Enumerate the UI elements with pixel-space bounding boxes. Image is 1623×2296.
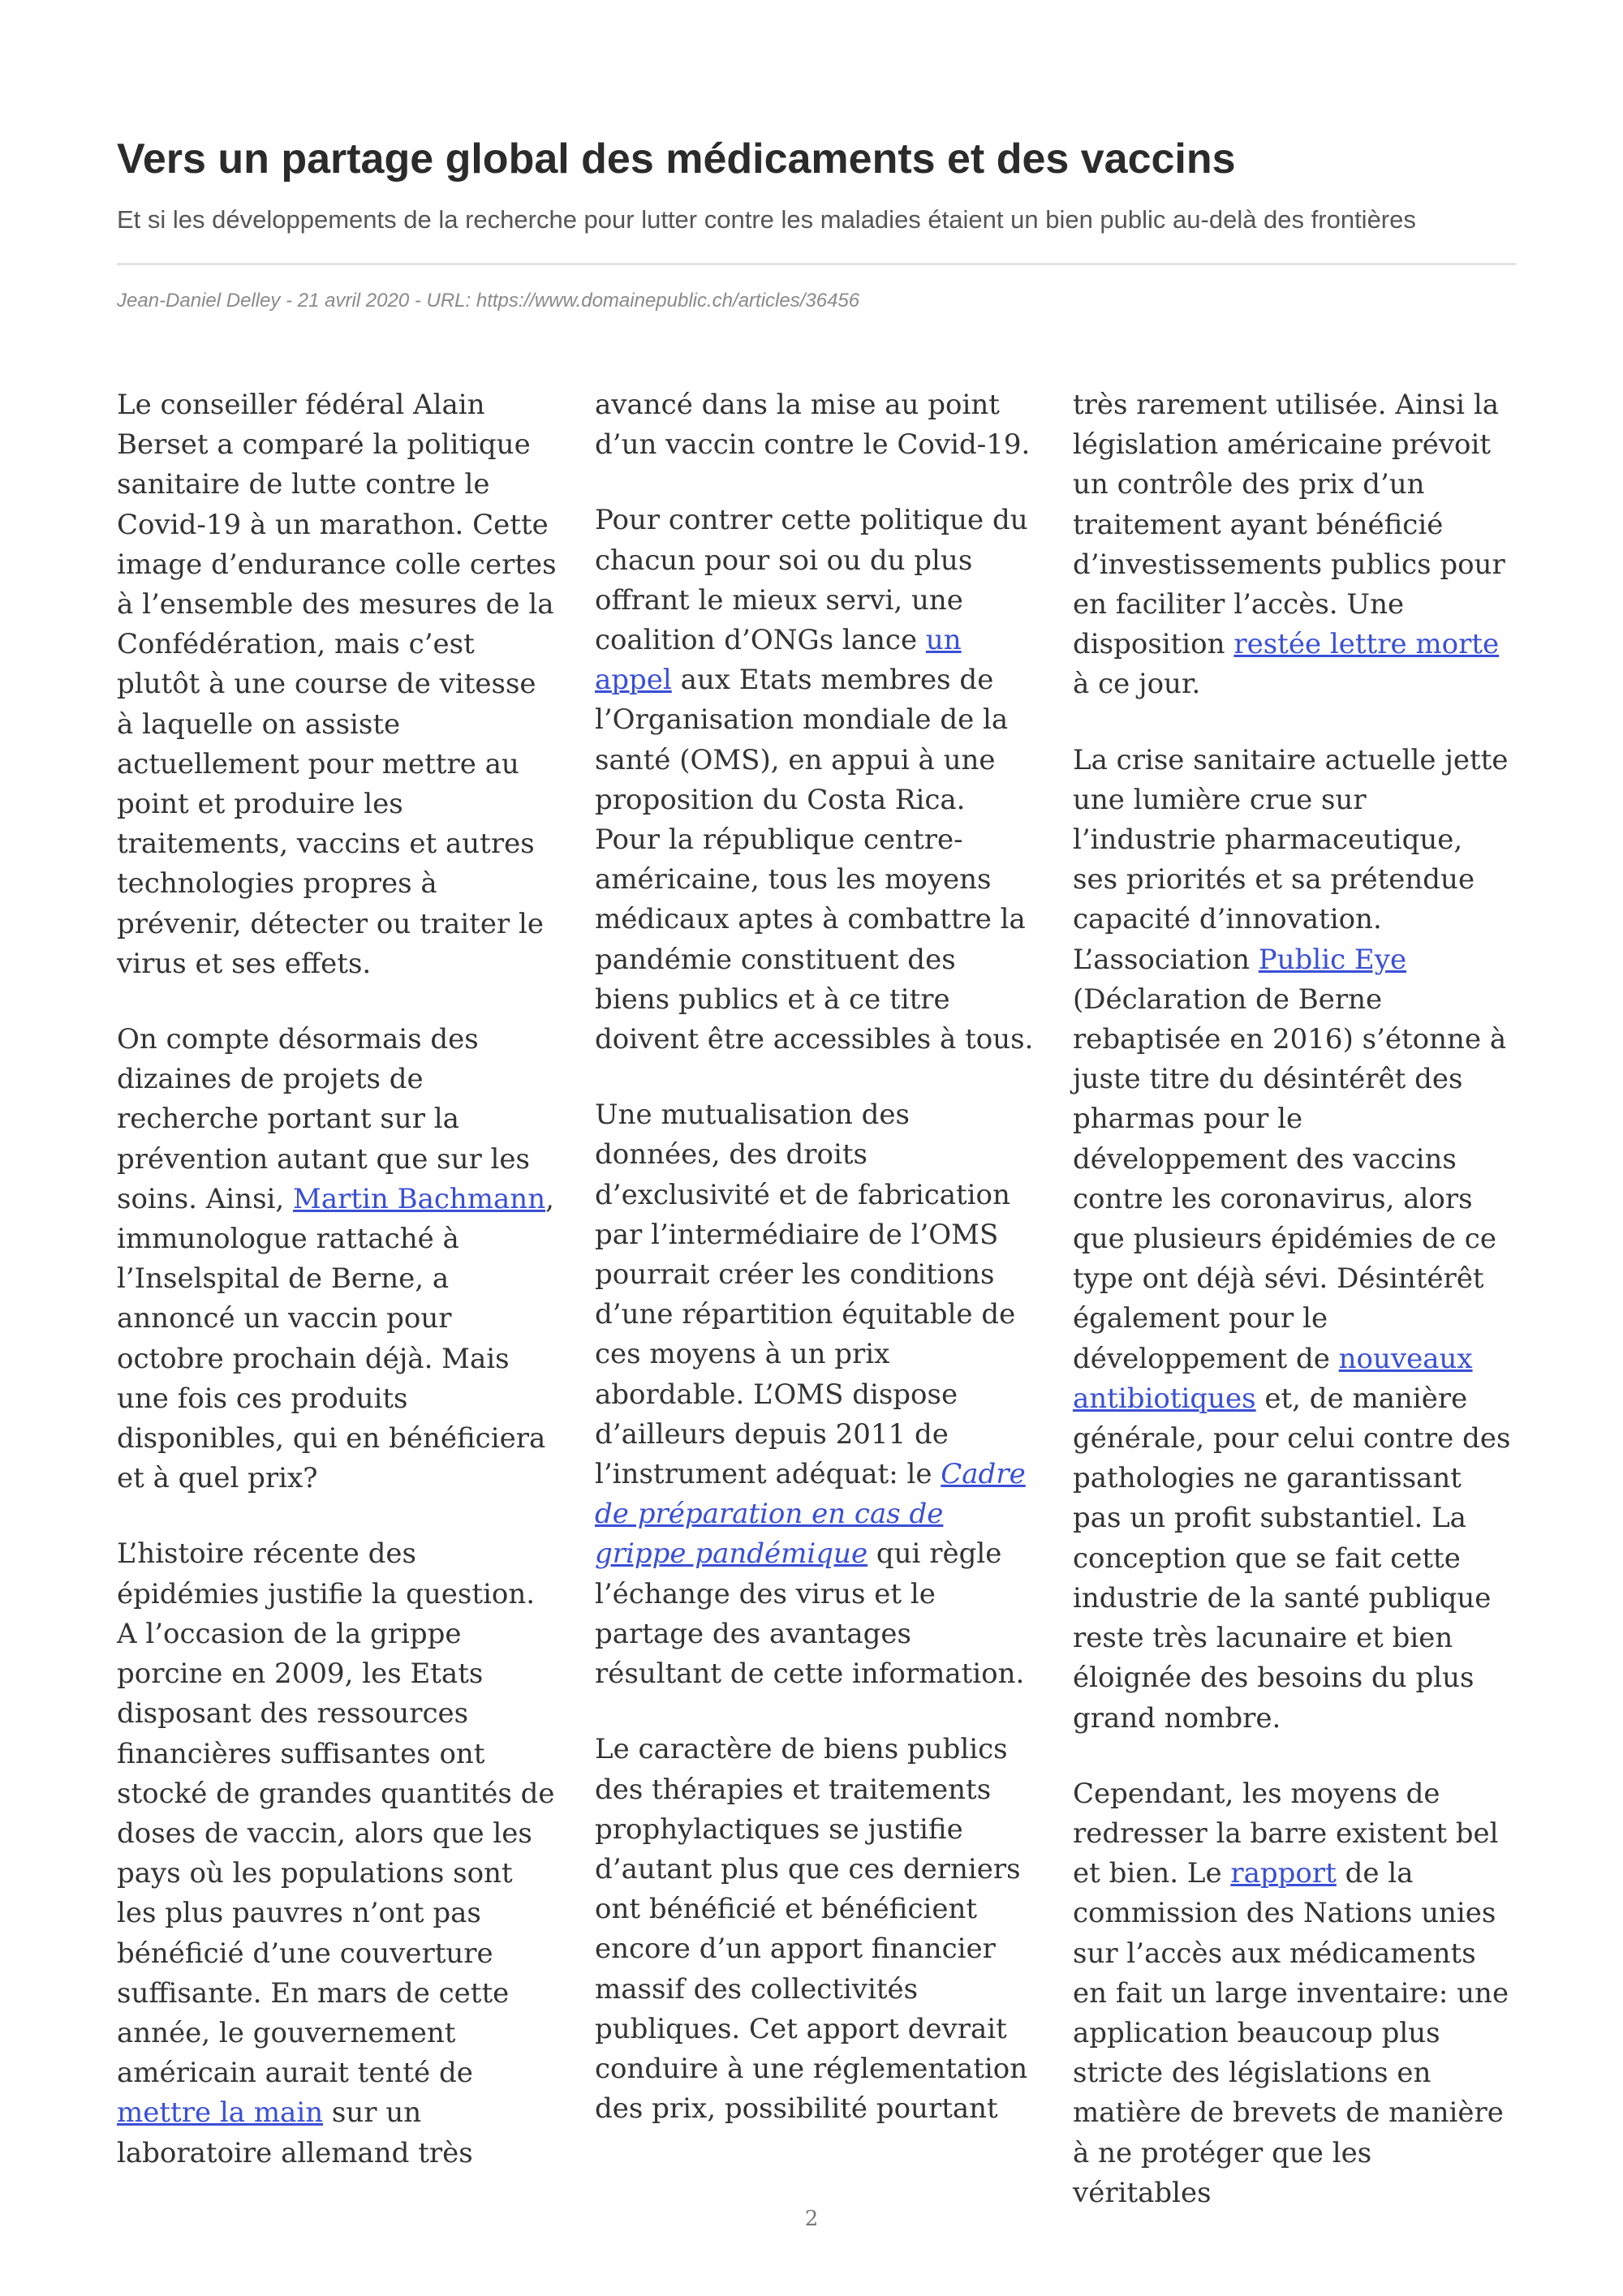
header-divider (117, 263, 1516, 265)
paragraph: très rarement utilisée. Ainsi la législation américaine prévoit un contrôle des prix d’un traitement ayant bénéficié d’investissements publics pour en faciliter l’accès. Une disposition restée lettre morte à ce jour. (1073, 389, 1505, 701)
article (117, 130, 1516, 2249)
paragraph: La crise sanitaire actuelle jette une lumière crue sur l’industrie pharmaceutique, ses priorités et sa prétendue capacité d’innovation. L’association Public Eye (Déclaration de Berne rebaptisée en 2016) s’étonne à juste titre du désintérêt des pharmas pour le développement des vaccins contre les coronavirus, alors que plusieurs épidémies de ce type ont déjà sévi. Désintérêt également pour le développement de nouveaux antibiotiques et, de manière générale, pour celui contre des pathologies ne garantissant pas un profit substantiel. La conception que se fait cette industrie de la santé publique reste très lacunaire et bien éloignée des besoins du plus grand nombre. (1073, 743, 1511, 1735)
paragraph: Le caractère de biens publics des thérapies et traitements prophylactiques se justifie d’autant plus que ces derniers ont bénéficié et bénéficient encore d’un apport financier massif des collectivités publiques. Cet apport devrait conduire à une réglementation des prix, possibilité pourtant (595, 1733, 1028, 2126)
article-body (117, 385, 1516, 2249)
paragraph: Pour contrer cette politique du chacun pour soi ou du plus offrant le mieux servi, une coalition d’ONGs lance un appel aux Etats membres de l’Organisation mondiale de la santé (OMS), en appui à une proposition du Costa Rica. Pour la république centre-américaine, tous les moyens médicaux aptes à combattre la pandémie constituent des biens publics et à ce titre doivent être accessibles à tous. (595, 504, 1034, 1056)
link-un-appel[interactable]: un appel (595, 624, 962, 697)
link-public-eye[interactable]: Public Eye (1258, 943, 1407, 976)
link-nouveaux-antibiotiques[interactable]: nouveaux antibiotiques (1073, 1342, 1473, 1415)
link-mettre-la-main[interactable]: mettre la main (117, 2096, 324, 2130)
paragraph: On compte désormais des dizaines de projets de recherche portant sur la prévention autant que sur les soins. Ainsi, Martin Bachmann, immunologue rattaché à l’Inselspital de Berne, a annoncé un vaccin pour octobre prochain déjà. Mais une fois ces produits disponibles, qui en bénéficiera et à quel prix? (117, 1023, 554, 1495)
link-martin-bachmann[interactable]: Martin Bachmann (293, 1182, 546, 1215)
paragraph: avancé dans la mise au point d’un vaccin contre le Covid-19. (595, 389, 1031, 462)
link-restee-lettre-morte[interactable]: restée lettre morte (1233, 628, 1500, 661)
article-byline: Jean-Daniel Delley - 21 avril 2020 - URL: https://www.domainepublic.ch/articles/36456 (117, 290, 860, 312)
column-2 (595, 385, 1037, 2249)
paragraph: Le conseiller fédéral Alain Berset a comparé la politique sanitaire de lutte contre le Covid-19 à un marathon. Cette image d’endurance colle certes à l’ensemble des mesures de la Confédération, mais c’est plutôt à une course de vitesse à laquelle on assiste actuellement pour mettre au point et produire les traitements, vaccins et autres technologies propres à prévenir, détecter ou traiter le virus et ses effets. (117, 389, 557, 980)
paragraph: L’histoire récente des épidémies justifie la question. A l’occasion de la grippe porcine en 2009, les Etats disposant des ressources financières suffisantes ont stocké de grandes quantités de doses de vaccin, alors que les pays où les populations sont les plus pauvres n’ont pas bénéficié d’une couverture suffisante. En mars de cette année, le gouvernement américain aurait tenté de mettre la main sur un laboratoire allemand très (117, 1537, 555, 2169)
link-rapport[interactable]: rapport (1230, 1857, 1337, 1890)
column-1 (117, 385, 559, 2249)
article-title: Vers un partage global des médicaments et des vaccins (117, 135, 1236, 183)
article-subtitle: Et si les développements de la recherche pour lutter contre les maladies étaient un bien public au-delà des frontières (117, 205, 1416, 234)
link-cadre-de-preparation[interactable]: Cadre de préparation en cas de grippe pandémique (595, 1458, 1026, 1571)
paragraph: Une mutualisation des données, des droits d’exclusivité et de fabrication par l’intermédiaire de l’OMS pourrait créer les conditions d’une répartition équitable de ces moyens à un prix abordable. L’OMS dispose d’ailleurs depuis 2011 de l’instrument adéquat: le Cadre de préparation en cas de grippe pandémique qui règle l’échange des virus et le partage des avantages résultant de cette information. (595, 1099, 1026, 1691)
paragraph: Cependant, les moyens de redresser la barre existent bel et bien. Le rapport de la commission des Nations unies sur l’accès aux médicaments en fait un large inventaire: une application beaucoup plus stricte des législations en matière de brevets de manière à ne protéger que les véritables (1073, 1777, 1509, 2209)
page-number: 2 (804, 2207, 819, 2231)
column-3 (1073, 385, 1515, 2249)
